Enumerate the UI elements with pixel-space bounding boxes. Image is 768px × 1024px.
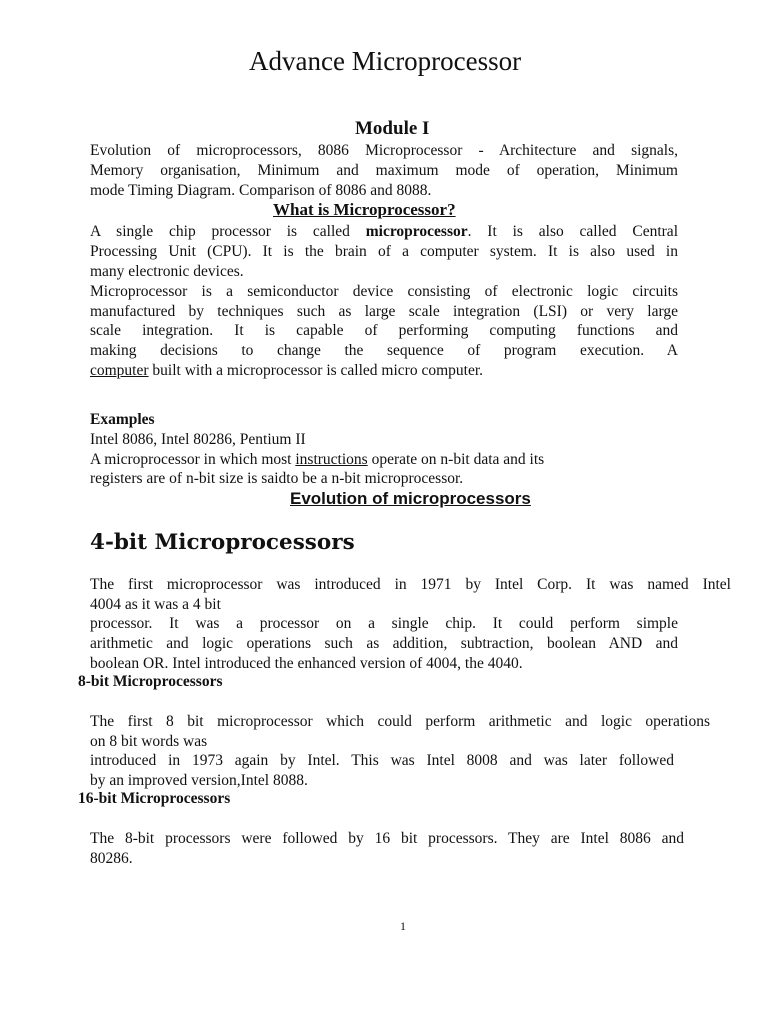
bit4-line-4: arithmetic and logic operations such as addition, subtraction, boolean AND and (90, 635, 678, 652)
bit8-heading: 8-bit Microprocessors (78, 673, 223, 690)
semiconductor-line-3: scale integration. It is capable of performing computing functions and (90, 322, 678, 339)
nbit-text: A microprocessor in which most (90, 451, 296, 468)
what-is-heading: What is Microprocessor? (273, 200, 456, 219)
examples-line: Intel 8086, Intel 80286, Pentium II (90, 431, 306, 448)
examples-heading: Examples (90, 411, 155, 428)
page-number: 1 (400, 919, 406, 933)
definition-text-rest: . It is also called Central (467, 223, 678, 240)
bit4-line-5: boolean OR. Intel introduced the enhanced version of 4004, the 4040. (90, 655, 523, 672)
semiconductor-line-5 (90, 361, 483, 381)
semiconductor-line-5-text: built with a microprocessor is called micro computer. (148, 362, 484, 379)
bit16-heading: 16-bit Microprocessors (78, 790, 231, 807)
module-line-3: mode Timing Diagram. Comparison of 8086 and 8088. (90, 182, 432, 199)
semiconductor-line-2: manufactured by techniques such as large scale integration (LSI) or very large (90, 303, 678, 320)
bit8-line-3: introduced in 1973 again by Intel. This was Intel 8008 and was later followed (90, 752, 674, 769)
definition-text: A single chip processor is called (90, 223, 366, 240)
nbit-line-1 (90, 450, 544, 470)
module-heading: Module I (355, 118, 430, 139)
definition-line-1 (90, 222, 678, 242)
bit16-line-2: 80286. (90, 850, 133, 867)
bit4-line-3: processor. It was a processor on a single chip. It could perform simple (90, 615, 678, 632)
computer-link[interactable]: computer (90, 362, 149, 379)
bit8-line-2: on 8 bit words was (90, 733, 208, 750)
definition-line-3: many electronic devices. (90, 263, 244, 280)
definition-bold-term: microprocessor (365, 223, 468, 240)
module-line-1: Evolution of microprocessors, 8086 Microprocessor - Architecture and signals, (90, 142, 678, 159)
nbit-text-rest: operate on n-bit data and its (367, 451, 545, 468)
instructions-link[interactable]: instructions (295, 451, 368, 468)
bit4-heading: 4-bit Microprocessors (90, 530, 355, 555)
semiconductor-line-4: making decisions to change the sequence of program execution. A (90, 342, 678, 359)
bit8-line-4: by an improved version,Intel 8088. (90, 772, 308, 789)
semiconductor-line-1: Microprocessor is a semiconductor device consisting of electronic logic circuits (90, 283, 678, 300)
evolution-heading: Evolution of microprocessors (290, 489, 531, 508)
definition-line-2: Processing Unit (CPU). It is the brain of a computer system. It is also used in (90, 243, 678, 260)
bit4-line-1: The first microprocessor was introduced in 1971 by Intel Corp. It was named Intel (90, 576, 731, 593)
document-title: Advance Microprocessor (249, 46, 522, 76)
bit16-line-1: The 8-bit processors were followed by 16 bit processors. They are Intel 8086 and (90, 830, 684, 847)
bit4-line-2: 4004 as it was a 4 bit (90, 596, 221, 613)
nbit-line-2: registers are of n-bit size is saidto be a n-bit microprocessor. (90, 470, 464, 487)
bit8-line-1: The first 8 bit microprocessor which could perform arithmetic and logic operations (90, 713, 710, 730)
module-line-2: Memory organisation, Minimum and maximum mode of operation, Minimum (90, 162, 678, 179)
